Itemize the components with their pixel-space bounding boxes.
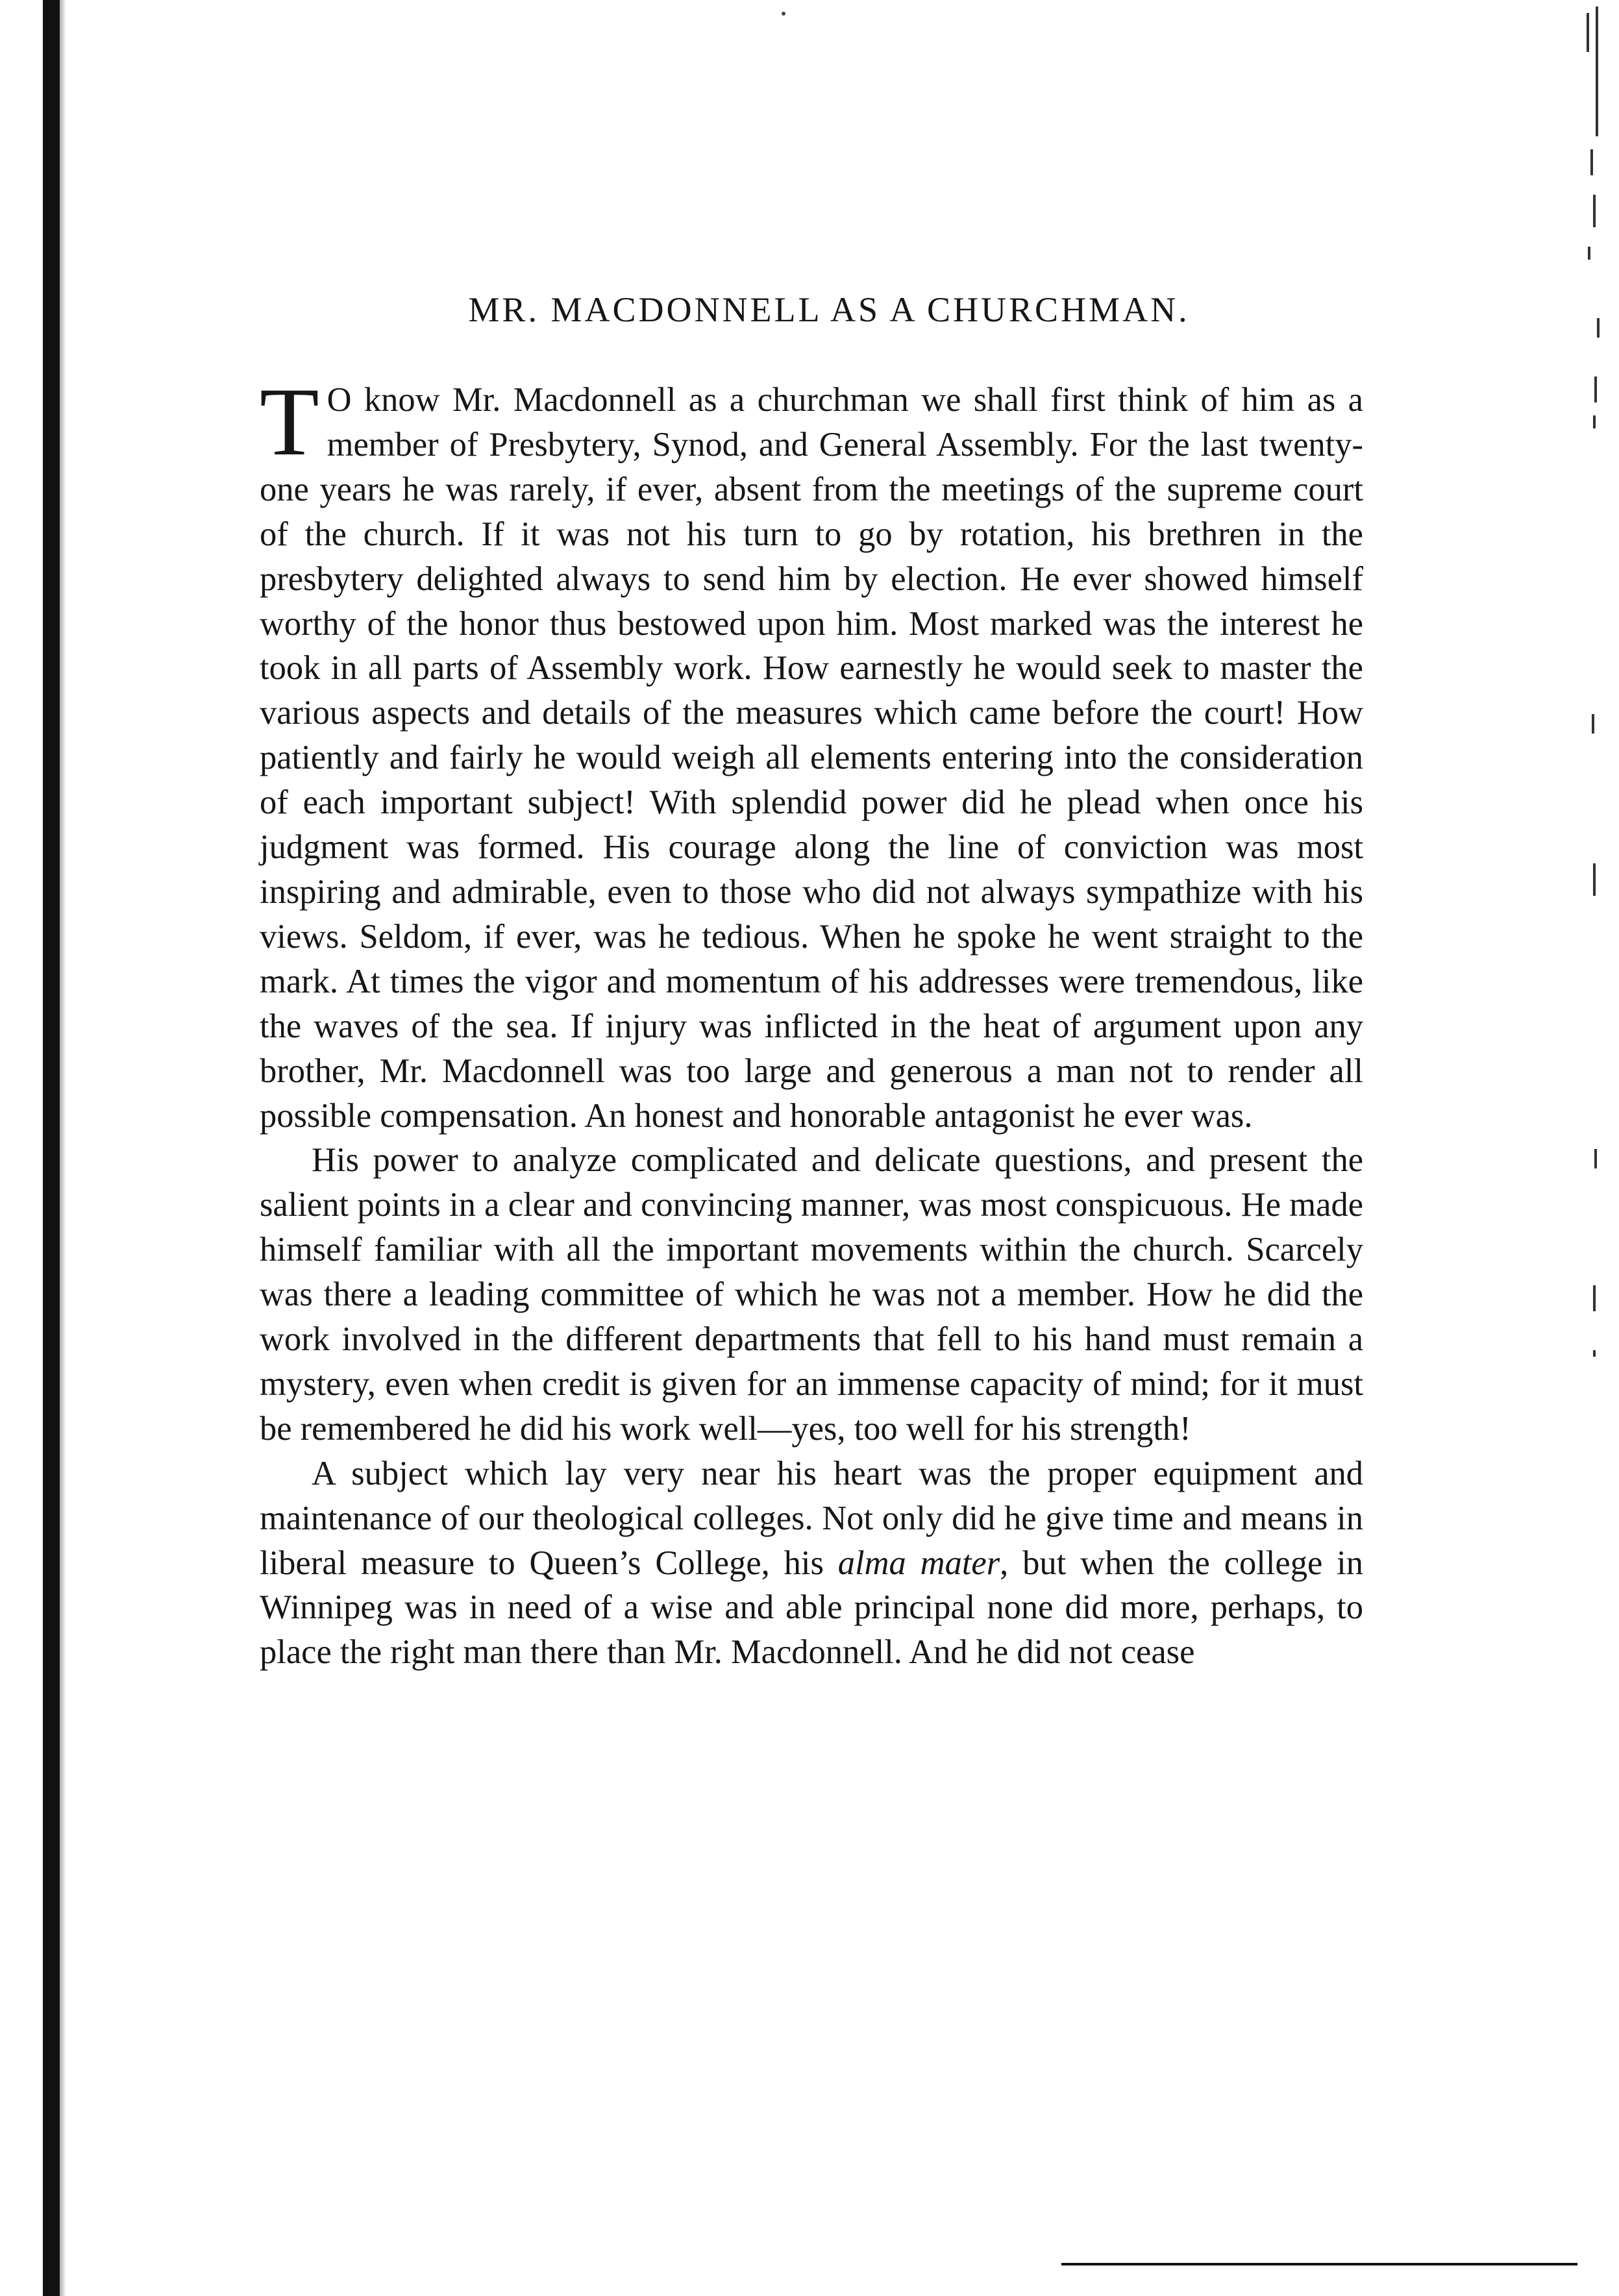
- page-binding-edge: [43, 0, 60, 2296]
- page-title: MR. MACDONNELL AS A CHURCHMAN.: [468, 290, 1190, 329]
- paragraph-3-text-before: A subject which lay very near his heart was the proper equipment and maintenance of our theological colleges. Not only did he give time and means in liberal measure to Queen’s College, his: [260, 1454, 1363, 1582]
- paragraph-3: [260, 1451, 1363, 1675]
- drop-cap: T: [260, 368, 319, 476]
- first-word-rest: O: [327, 381, 352, 419]
- scan-speck: [782, 12, 785, 16]
- paragraph-2: His power to analyze complicated and delicate questions, and present the salient points in a clear and convincing manner, was most conspicuous. He made himself familiar with all the important movements within the church. Scarcely was there a leading committee of which he was not a member. How he did the work involved in the different departments that fell to his hand must remain a mystery, even when credit is given for an immense capacity of mind; for it must be remembered he did his work well—yes, too well for his strength!: [260, 1141, 1363, 1448]
- scan-edge-specks: [1574, 0, 1619, 1428]
- page-binding-shadow: [60, 0, 66, 2296]
- paragraph-3-italic: alma mater: [837, 1544, 1000, 1582]
- article-body: [260, 368, 1363, 1675]
- bottom-rule: [1061, 2263, 1577, 2265]
- paragraph-3-text-after: , but when the college in Winnipeg was in need of a wise and able principal none did more, perhaps, to place the right man there than Mr. Macdonnell. And he did not cease: [260, 1544, 1363, 1672]
- paragraph-1: [260, 368, 1363, 1138]
- paragraph-1-text: know Mr. Macdonnell as a churchman we shall first think of him as a member of Presbytery, Synod, and General Assembly. For the last twenty-one years he was rarely, if ever, absent from the meetings of the supreme court of the church. If it was not his turn to go by rotation, his brethren in the presbytery delighted always to send him by election. He ever showed himself worthy of the honor thus bestowed upon him. Most marked was the interest he took in all parts of Assembly work. How earnestly he would seek to master the various aspects and details of the measures which came before the court! How patiently and fairly he would weigh all elements entering into the consideration of each important subject! With splendid power did he plead when once his judgment was formed. His courage along the line of conviction was most inspiring and admirable, even to those who did not always sympathize with his views. Seldom, if ever, was he tedious. When he spoke he went straight to the mark. At times the vigor and momentum of his addresses were tremendous, like the waves of the sea. If injury was inflicted in the heat of argument upon any brother, Mr. Macdonnell was too large and generous a man not to render all possible compensation. An honest and honorable antagonist he ever was.: [260, 381, 1363, 1135]
